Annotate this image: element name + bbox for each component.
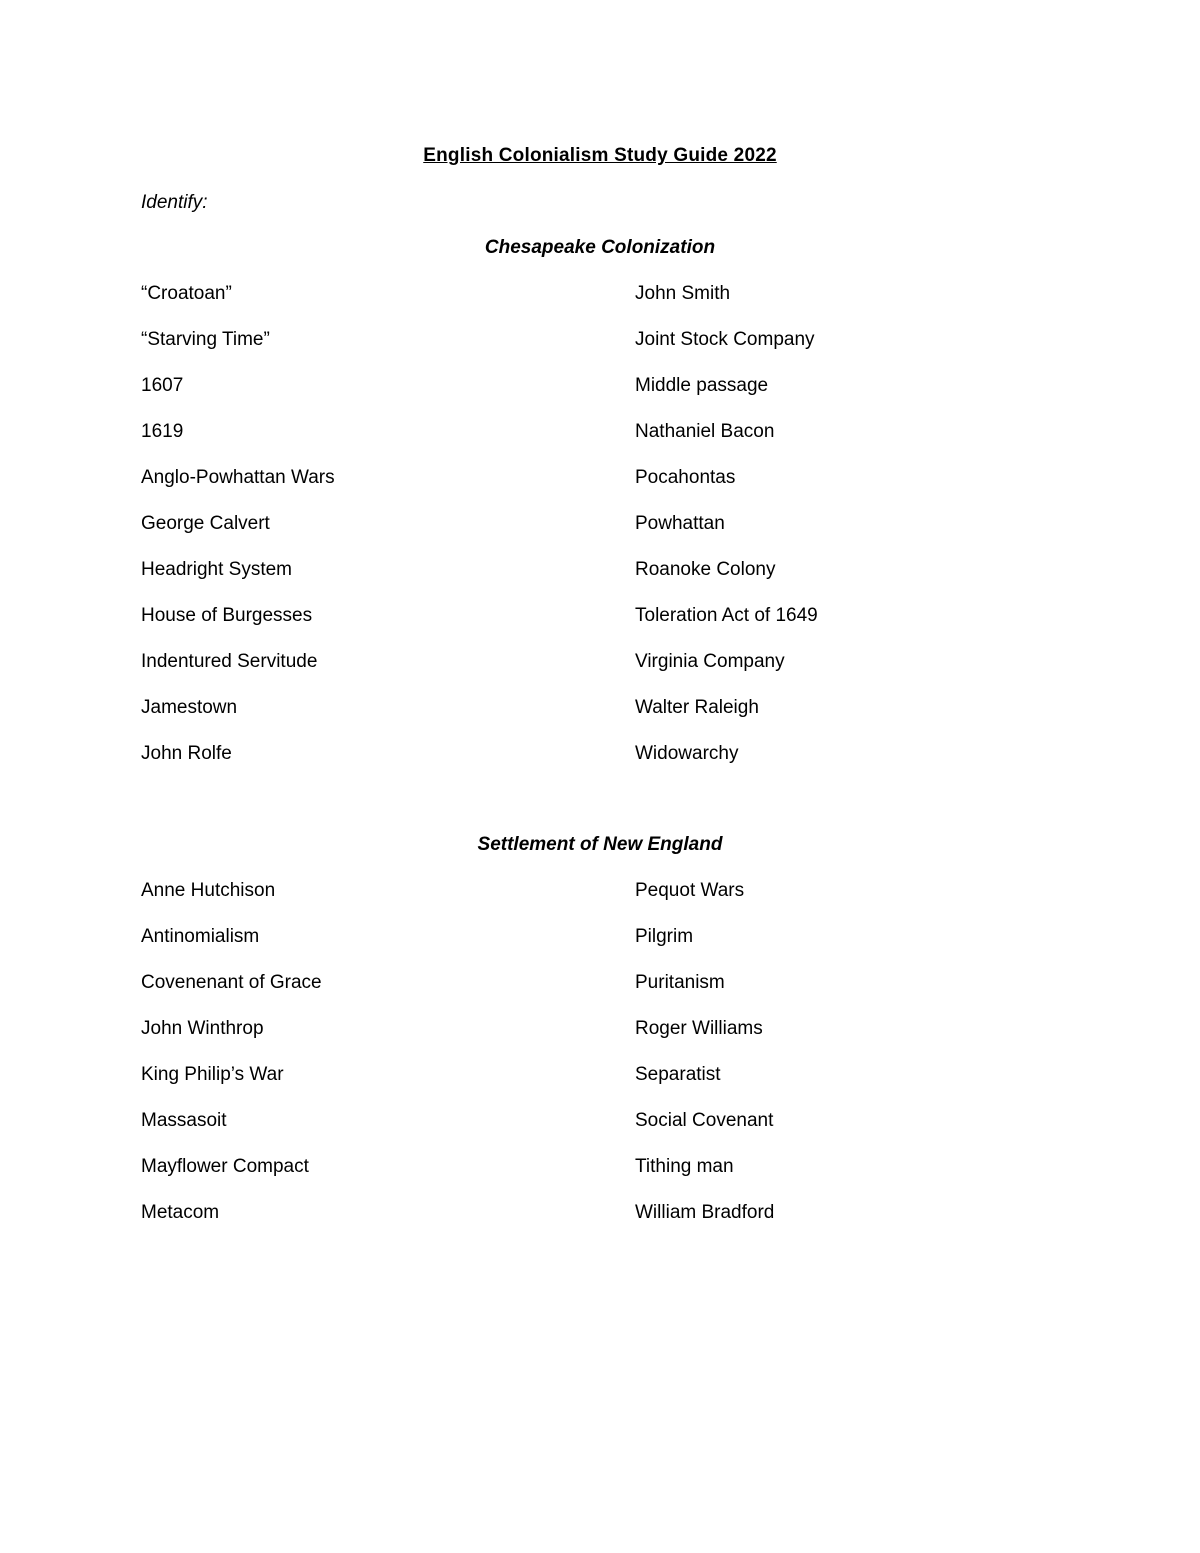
- section-heading-new-england: Settlement of New England: [477, 834, 723, 855]
- term-row: [141, 1063, 1041, 1109]
- term-item: Social Covenant: [635, 1110, 774, 1131]
- term-item: Walter Raleigh: [635, 697, 759, 718]
- term-item: Jamestown: [141, 697, 238, 718]
- term-item: King Philip’s War: [141, 1064, 284, 1085]
- term-row: [141, 879, 1041, 925]
- instruction-label: Identify:: [141, 192, 208, 213]
- term-row: [141, 374, 1041, 420]
- term-item: Pequot Wars: [635, 880, 745, 901]
- term-row: [141, 282, 1041, 328]
- term-item: Roger Williams: [635, 1018, 763, 1039]
- term-item: George Calvert: [141, 513, 270, 534]
- term-item: “Starving Time”: [141, 329, 270, 350]
- section-heading-chesapeake: Chesapeake Colonization: [484, 237, 716, 258]
- term-item: Covenenant of Grace: [141, 972, 322, 993]
- term-item: John Winthrop: [141, 1018, 264, 1039]
- term-item: William Bradford: [635, 1202, 775, 1223]
- term-item: Joint Stock Company: [635, 329, 815, 350]
- term-item: 1607: [141, 375, 184, 396]
- term-item: “Croatoan”: [141, 283, 232, 304]
- term-row: [141, 466, 1041, 512]
- term-item: Massasoit: [141, 1110, 227, 1131]
- term-item: Anne Hutchison: [141, 880, 276, 901]
- term-item: Antinomialism: [141, 926, 260, 947]
- term-item: John Smith: [635, 283, 731, 304]
- term-row: [141, 512, 1041, 558]
- term-item: Pilgrim: [635, 926, 694, 947]
- term-row: [141, 1109, 1041, 1155]
- term-row: [141, 1155, 1041, 1201]
- term-row: [141, 971, 1041, 1017]
- term-item: Widowarchy: [635, 743, 739, 764]
- term-item: Indentured Servitude: [141, 651, 318, 672]
- document-title: English Colonialism Study Guide 2022: [423, 145, 777, 166]
- term-row: [141, 696, 1041, 742]
- term-item: Puritanism: [635, 972, 725, 993]
- term-list-chesapeake: [141, 282, 1041, 788]
- term-item: Tithing man: [635, 1156, 734, 1177]
- term-item: 1619: [141, 421, 184, 442]
- term-item: Nathaniel Bacon: [635, 421, 775, 442]
- term-item: Middle passage: [635, 375, 769, 396]
- term-item: Headright System: [141, 559, 293, 580]
- term-row: [141, 328, 1041, 374]
- term-item: Metacom: [141, 1202, 220, 1223]
- term-row: [141, 1017, 1041, 1063]
- term-list-new-england: [141, 879, 1041, 1247]
- term-item: Mayflower Compact: [141, 1156, 309, 1177]
- term-item: Powhattan: [635, 513, 725, 534]
- term-row: [141, 742, 1041, 788]
- term-row: [141, 1201, 1041, 1247]
- term-row: [141, 650, 1041, 696]
- term-item: John Rolfe: [141, 743, 232, 764]
- term-row: [141, 925, 1041, 971]
- term-row: [141, 420, 1041, 466]
- term-item: Toleration Act of 1649: [635, 605, 818, 626]
- term-item: Anglo-Powhattan Wars: [141, 467, 335, 488]
- term-item: House of Burgesses: [141, 605, 313, 626]
- term-row: [141, 604, 1041, 650]
- term-item: Roanoke Colony: [635, 559, 776, 580]
- term-item: Pocahontas: [635, 467, 736, 488]
- term-item: Separatist: [635, 1064, 721, 1085]
- term-item: Virginia Company: [635, 651, 785, 672]
- term-row: [141, 558, 1041, 604]
